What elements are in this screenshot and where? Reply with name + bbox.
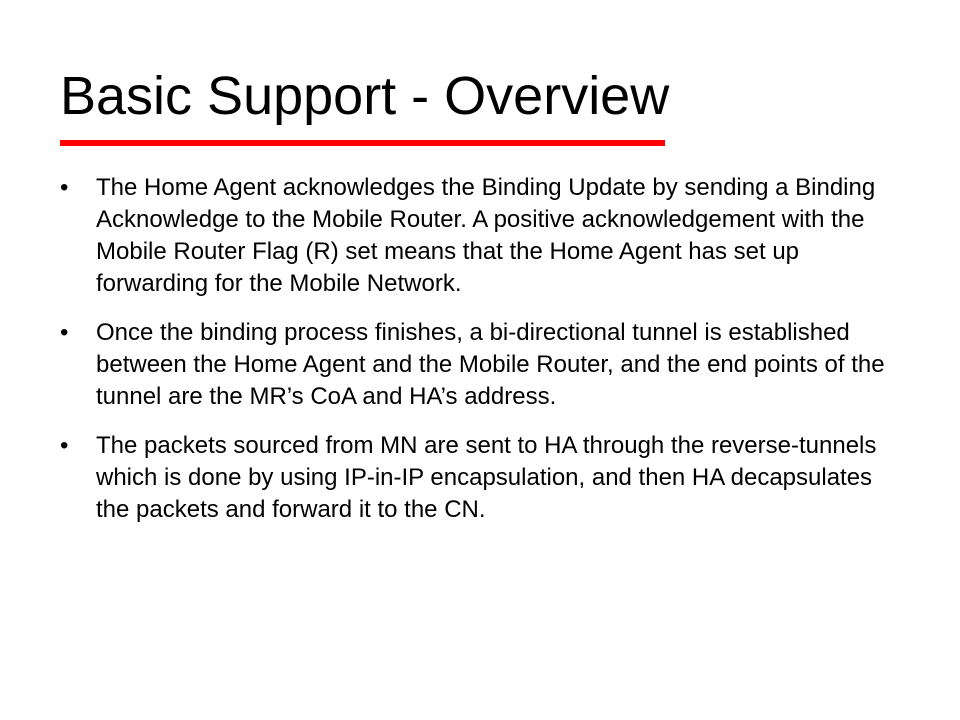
bullet-item: [60, 172, 900, 300]
bullet-item: [60, 317, 900, 413]
bullet-item: [60, 430, 900, 526]
title-underline: [60, 140, 665, 146]
bullet-icon: •: [60, 174, 69, 201]
bullet-icon: •: [60, 432, 69, 459]
bullet-list: [60, 172, 900, 543]
bullet-text: The packets sourced from MN are sent to HA through the reverse-tunnels which is done by using IP-in-IP encapsulation, and then HA decapsulates the packets and forward it to the CN.: [96, 432, 877, 523]
bullet-icon: •: [60, 319, 69, 346]
bullet-text: The Home Agent acknowledges the Binding Update by sending a Binding Acknowledge to the Mobile Router. A positive acknowledgement with the Mobile Router Flag (R) set means that the Home Agent has set up forwarding for the Mobile Network.: [96, 174, 876, 297]
bullet-text: Once the binding process finishes, a bi-directional tunnel is established between the Home Agent and the Mobile Router, and the end points of the tunnel are the MR’s CoA and HA’s address.: [96, 319, 885, 410]
slide-title: Basic Support - Overview: [60, 66, 670, 126]
